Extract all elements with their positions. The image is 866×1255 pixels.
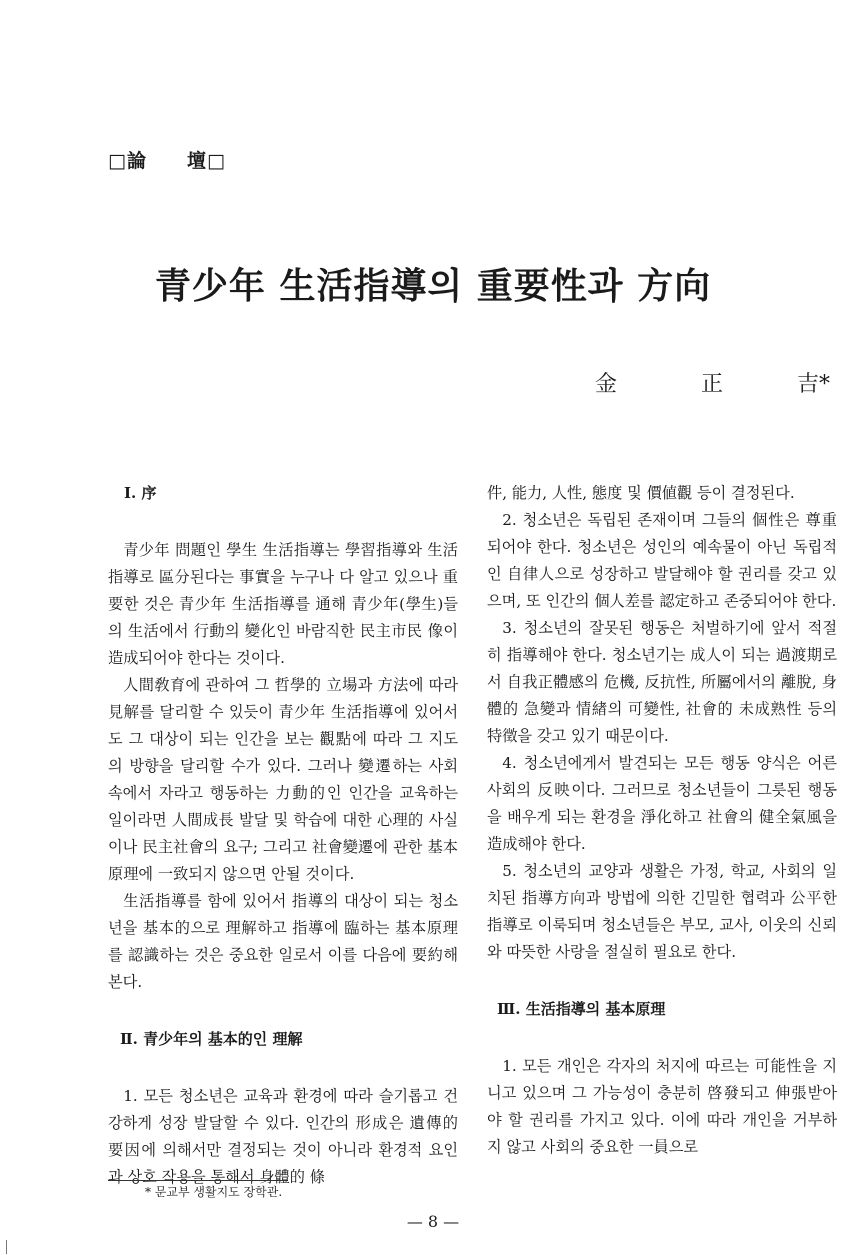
- section-heading-intro: Ⅰ. 序: [124, 484, 157, 502]
- left-column: [108, 480, 458, 1191]
- paragraph: 5. 청소년의 교양과 생활은 가정, 학교, 사회의 일치된 指導方向과 방법에 의한 긴밀한 협력과 公平한 指導로 이룩되며 청소년들은 부모, 교사, 이웃의 신뢰와 따뜻한 사랑을 절실히 필요로 한다.: [487, 862, 837, 961]
- paragraph: 4. 청소년에게서 발견되는 모든 행동 양식은 어른 사회의 反映이다. 그러므로 청소년들이 그릇된 행동을 배우게 되는 환경을 淨化하고 社會의 健全氣風을 造成해야 한다.: [487, 754, 837, 853]
- section-heading-principles: Ⅲ. 生活指導의 基本原理: [497, 1000, 666, 1018]
- margin-mark: [6, 1240, 7, 1254]
- author-name: [595, 367, 830, 398]
- footnote: * 문교부 생활지도 장학관.: [145, 1185, 283, 1199]
- page-number: — 8 —: [406, 1212, 460, 1231]
- paragraph: 青少年 問題인 學生 生活指導는 學習指導와 生活指導로 區分된다는 事實을 누구나 다 알고 있으나 重要한 것은 青少年 生活指導를 通해 青少年(學生)들의 生活에서 行動의 變化인 바람직한 民主市民 像이 造成되어야 한다는 것이다.: [108, 541, 458, 667]
- paragraph: 件, 能力, 人性, 態度 및 價値觀 등이 결정된다.: [487, 484, 795, 502]
- author-name-part-1: 金: [595, 372, 618, 397]
- paragraph: 3. 청소년의 잘못된 행동은 처벌하기에 앞서 적절히 指導해야 한다. 청소년기는 成人이 되는 過渡期로서 自我正體感의 危機, 反抗性, 所屬에서의 離脫, 身體的 急變과 情緖의 可變性, 社會的 未成熟性 등의 特徵을 갖고 있기 때문이다.: [487, 619, 837, 745]
- footnote-rule: [108, 1180, 288, 1181]
- paragraph: 人間敎育에 관하여 그 哲學的 立場과 方法에 따라 見解를 달리할 수 있듯이 青少年 生活指導에 있어서도 그 대상이 되는 인간을 보는 觀點에 따라 그 지도의 방향을 달리할 수가 있다. 그러나 變遷하는 사회 속에서 자라고 행동하는 力動的인 인간을 교육하는 일이라면 人間成長 발달 및 학습에 대한 心理的 사실이나 民主社會의 요구; 그리고 社會變遷에 관한 基本原理에 一致되지 않으면 안될 것이다.: [108, 676, 458, 883]
- article-title: 青少年 生活指導의 重要性과 方向: [154, 265, 712, 307]
- section-label: □論 壇□: [108, 150, 226, 172]
- paragraph: 1. 모든 개인은 각자의 처지에 따르는 可能性을 지니고 있으며 그 가능성이 충분히 啓發되고 伸張받아야 할 권리를 가지고 있다. 이에 따라 개인을 거부하지 않고 사회의 중요한 一員으로: [487, 1057, 837, 1156]
- paragraph: 2. 청소년은 독립된 존재이며 그들의 個性은 尊重되어야 한다. 청소년은 성인의 예속물이 아닌 독립적인 自律人으로 성장하고 발달해야 할 권리를 갖고 있으며, 또 인간의 個人差를 認定하고 존중되어야 한다.: [487, 511, 837, 610]
- section-heading-understanding: Ⅱ. 青少年의 基本的인 理解: [120, 1030, 303, 1048]
- author-name-part-2: 正: [701, 372, 724, 397]
- paragraph: 生活指導를 함에 있어서 指導의 대상이 되는 청소년을 基本的으로 理解하고 指導에 臨하는 基本原理를 認識하는 것은 중요한 일로서 이를 다음에 要約해 본다.: [108, 892, 458, 991]
- paragraph: 1. 모든 청소년은 교육과 환경에 따라 슬기롭고 건강하게 성장 발달할 수 있다. 인간의 形成은 遺傳的 要因에 의해서만 결정되는 것이 아니라 환경적 요인과 상호 작용을 통해서 身體的 條: [108, 1087, 458, 1186]
- right-column: [487, 480, 837, 1161]
- author-name-part-3: 吉*: [797, 372, 831, 397]
